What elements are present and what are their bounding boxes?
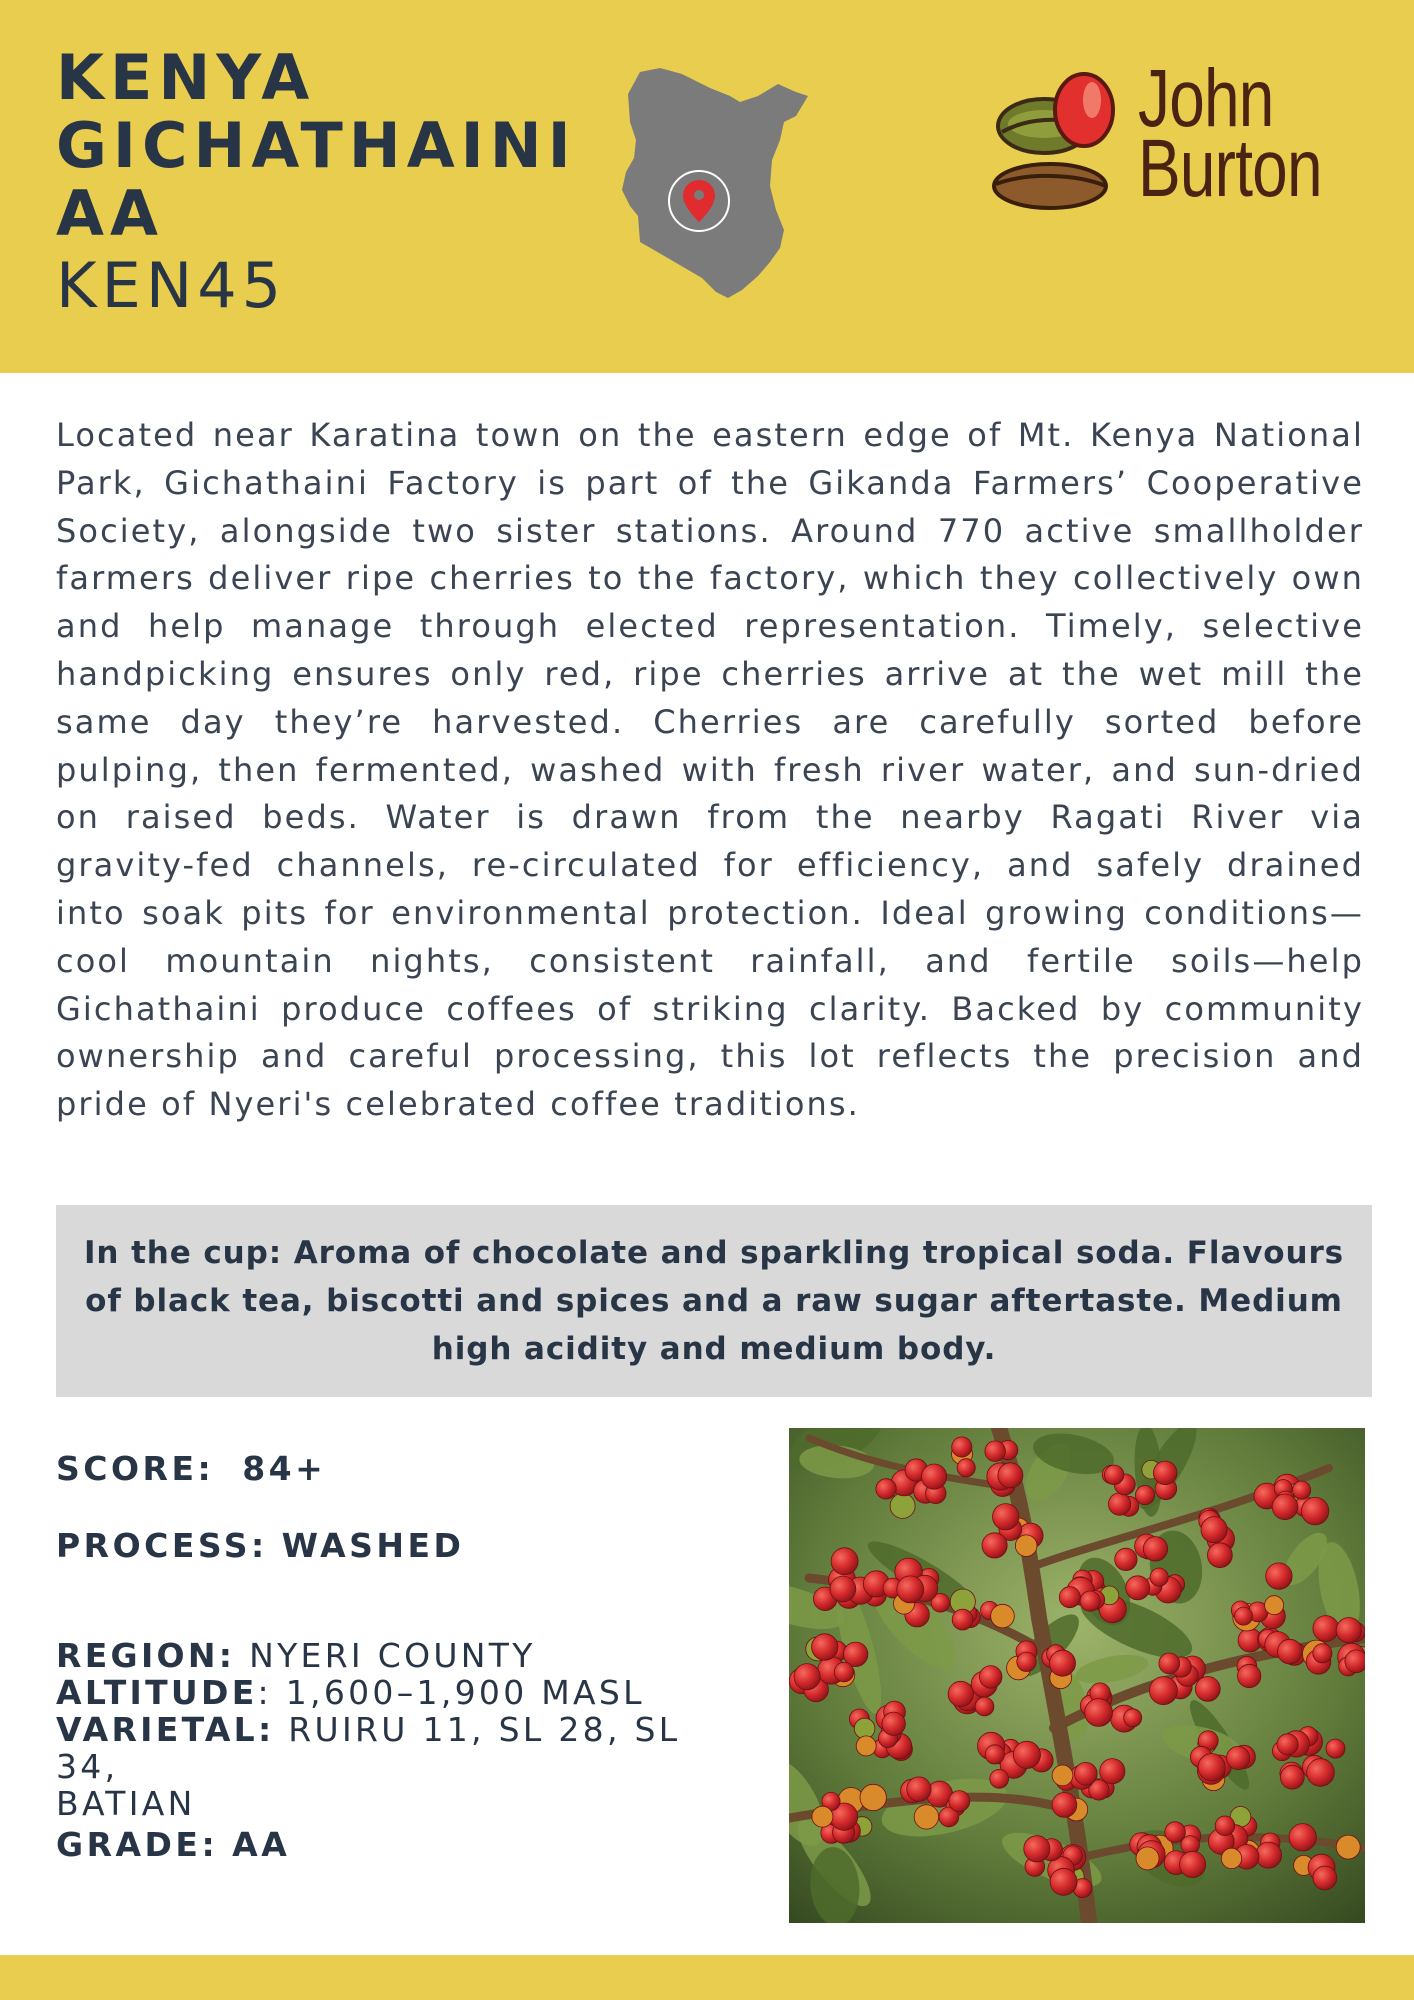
coffee-cherry	[1326, 1739, 1345, 1758]
altitude-label: ALTITUDE	[56, 1673, 258, 1712]
coffee-cherry	[922, 1464, 947, 1489]
coffee-cherry	[1201, 1517, 1227, 1543]
coffee-cherry	[985, 1441, 1006, 1462]
coffee-cherry	[1221, 1848, 1241, 1868]
process-label: PROCESS:	[56, 1526, 268, 1565]
cup-notes-text: In the cup: Aroma of chocolate and sparkling tropical soda. Flavours of black tea, biscotti and spices and a raw sugar aftertaste. Medium high acidity and medium body.	[83, 1235, 1345, 1367]
coffee-cherry	[1074, 1762, 1097, 1785]
coffee-cherry	[1052, 1765, 1073, 1786]
varietal-label: VARIETAL:	[56, 1710, 275, 1749]
brand-line-2: Burton	[1138, 123, 1322, 214]
coffee-cherry	[1024, 1836, 1050, 1862]
coffee-cherry	[1052, 1793, 1077, 1818]
coffee-cherry	[860, 1784, 886, 1810]
coffee-cherry	[812, 1634, 838, 1660]
coffee-title	[56, 41, 577, 250]
coffee-cherry	[1215, 1816, 1235, 1836]
coffee-cherry	[1256, 1842, 1282, 1868]
coffee-cherry	[1017, 1652, 1036, 1671]
coffee-cherry	[1013, 1741, 1040, 1768]
altitude-row	[56, 1674, 756, 1711]
coffee-cherry	[1313, 1616, 1339, 1642]
coffee-cherry	[890, 1493, 915, 1518]
coffee-cherries-photo	[789, 1428, 1365, 1923]
coffee-cherry	[1150, 1568, 1168, 1586]
coffee-cherry	[1280, 1765, 1304, 1789]
coffee-cherry	[1195, 1677, 1220, 1702]
kenya-map-shape	[622, 68, 808, 298]
cup-notes-box	[56, 1205, 1372, 1397]
coffee-cherry	[882, 1712, 905, 1735]
coffee-cherry	[993, 1504, 1019, 1530]
coffee-cherry	[1238, 1664, 1261, 1687]
coffee-cherry	[952, 1609, 973, 1630]
coffee-cherry	[982, 1533, 1007, 1558]
coffee-cherry	[1050, 1868, 1077, 1895]
coffee-cherry	[949, 1791, 970, 1812]
coffee-cherry	[1143, 1537, 1167, 1561]
kenya-map-icon	[620, 66, 810, 302]
coffee-cherry	[1159, 1653, 1180, 1674]
coffee-cherry	[1227, 1746, 1250, 1769]
coffee-cherry	[1278, 1639, 1303, 1664]
coffee-cherry	[897, 1576, 924, 1603]
varietal-row	[56, 1711, 756, 1785]
title-line-country: KENYA	[56, 41, 316, 114]
coffee-cherry	[830, 1576, 856, 1602]
brand-name	[1138, 53, 1322, 214]
coffee-cherry	[1080, 1591, 1100, 1611]
coffee-cherry	[1124, 1709, 1142, 1727]
varietal-value: RUIRU 11, SL 28, SL 34,	[56, 1710, 681, 1786]
coffee-cherry	[856, 1736, 876, 1756]
coffee-cherry	[1198, 1754, 1225, 1781]
coffee-cherry	[794, 1664, 820, 1690]
coffee-cherry	[1265, 1596, 1284, 1615]
coffee-cherry	[1235, 1607, 1253, 1625]
coffee-cherry	[998, 1463, 1023, 1488]
coffee-cherry	[957, 1459, 975, 1477]
coffee-cherry	[1336, 1835, 1360, 1859]
coffee-cherry	[1126, 1576, 1150, 1600]
coffee-cherry	[1105, 1465, 1124, 1484]
coffee-cherry	[1180, 1851, 1206, 1877]
coffee-cherry	[948, 1681, 973, 1706]
coffee-cherry	[1293, 1481, 1311, 1499]
coffee-cherry	[1085, 1699, 1113, 1727]
coffee-cherry	[1149, 1677, 1177, 1705]
coffee-cherry	[834, 1662, 853, 1681]
coffee-cherry	[990, 1769, 1009, 1788]
coffee-cherry	[1100, 1759, 1125, 1784]
coffee-cherry	[979, 1666, 1002, 1689]
altitude-value: : 1,600–1,900 MASL	[257, 1673, 645, 1712]
coffee-cherry	[985, 1745, 1004, 1764]
varietal-row-continued: BATIAN	[56, 1784, 196, 1823]
red-cherry	[1055, 74, 1113, 146]
coffee-cherry	[831, 1548, 858, 1575]
coffee-cherry	[1050, 1650, 1076, 1676]
coffee-cherry	[1015, 1535, 1037, 1557]
coffee-description: Located near Karatina town on the eastern edge of Mt. Kenya National Park, Gichathaini Factory is part of the Gikanda Farmers’ Cooperative Society, alongside two sister stations. Around 770 active smallholder farmers deliver ripe cherries to the factory, which they collectively own and help manage through elected representation. Timely, selective handpicking ensures only red, ripe cherries arrive at the wet mill the same day they’re harvested. Cherries are carefully sorted before pulping, then fermented, washed with fresh river water, and sun-dried on raised beds. Water is drawn from the nearby Ragati River via gravity-fed channels, re-circulated for efficiency, and safely drained into soak pits for environmental protection. Ideal growing conditions—cool mountain nights, consistent rainfall, and fertile soils—help Gichathaini produce coffees of striking clarity. Backed by community ownership and careful processing, this lot reflects the precision and pride of Nyeri's celebrated coffee traditions.	[56, 416, 1364, 1124]
coffee-cherry	[1307, 1759, 1335, 1787]
coffee-cherry	[1136, 1847, 1159, 1870]
coffee-cherry	[1266, 1563, 1292, 1589]
title-line-grade: AA	[56, 177, 164, 250]
grade-label: GRADE:	[56, 1825, 219, 1864]
origin-details	[56, 1637, 756, 1822]
grade-row	[56, 1825, 290, 1864]
coffee-cherry	[1336, 1618, 1361, 1643]
process-row	[56, 1526, 464, 1565]
coffee-cherry	[1135, 1486, 1154, 1505]
score-value: 84+	[242, 1449, 327, 1488]
coffee-cherry	[1153, 1461, 1177, 1485]
grade-value: AA	[232, 1825, 291, 1864]
coffee-cherry	[907, 1777, 931, 1801]
region-value: NYERI COUNTY	[249, 1636, 536, 1675]
coffee-cherry	[1277, 1734, 1298, 1755]
coffee-cherry	[991, 1604, 1015, 1628]
coffee-cherry	[1313, 1644, 1332, 1663]
coffee-cherry	[1059, 1587, 1080, 1608]
brand-line-1: John	[1138, 53, 1274, 144]
region-label: REGION:	[56, 1636, 236, 1675]
score-row	[56, 1449, 326, 1488]
region-row	[56, 1637, 756, 1674]
lot-code: KEN45	[56, 249, 287, 322]
coffee-cherry	[1313, 1866, 1337, 1890]
coffee-cherry	[952, 1437, 972, 1457]
title-line-station: GICHATHAINI	[56, 109, 577, 182]
brown-bean	[994, 164, 1106, 208]
process-value: WASHED	[281, 1526, 465, 1565]
coffee-cherry	[975, 1697, 994, 1716]
footer-band	[0, 1955, 1414, 2000]
score-label: SCORE:	[56, 1449, 215, 1488]
coffee-cherry	[1301, 1497, 1328, 1524]
coffee-cherry	[1345, 1650, 1365, 1673]
coffee-cherry	[914, 1805, 938, 1829]
coffee-cherry	[1289, 1824, 1316, 1851]
coffee-cherry	[812, 1806, 833, 1827]
coffee-cherry	[1272, 1494, 1298, 1520]
coffee-cherry	[1208, 1543, 1233, 1568]
coffee-cherry	[876, 1479, 896, 1499]
coffee-cherry	[1115, 1548, 1137, 1570]
coffee-cherry	[1108, 1493, 1130, 1515]
